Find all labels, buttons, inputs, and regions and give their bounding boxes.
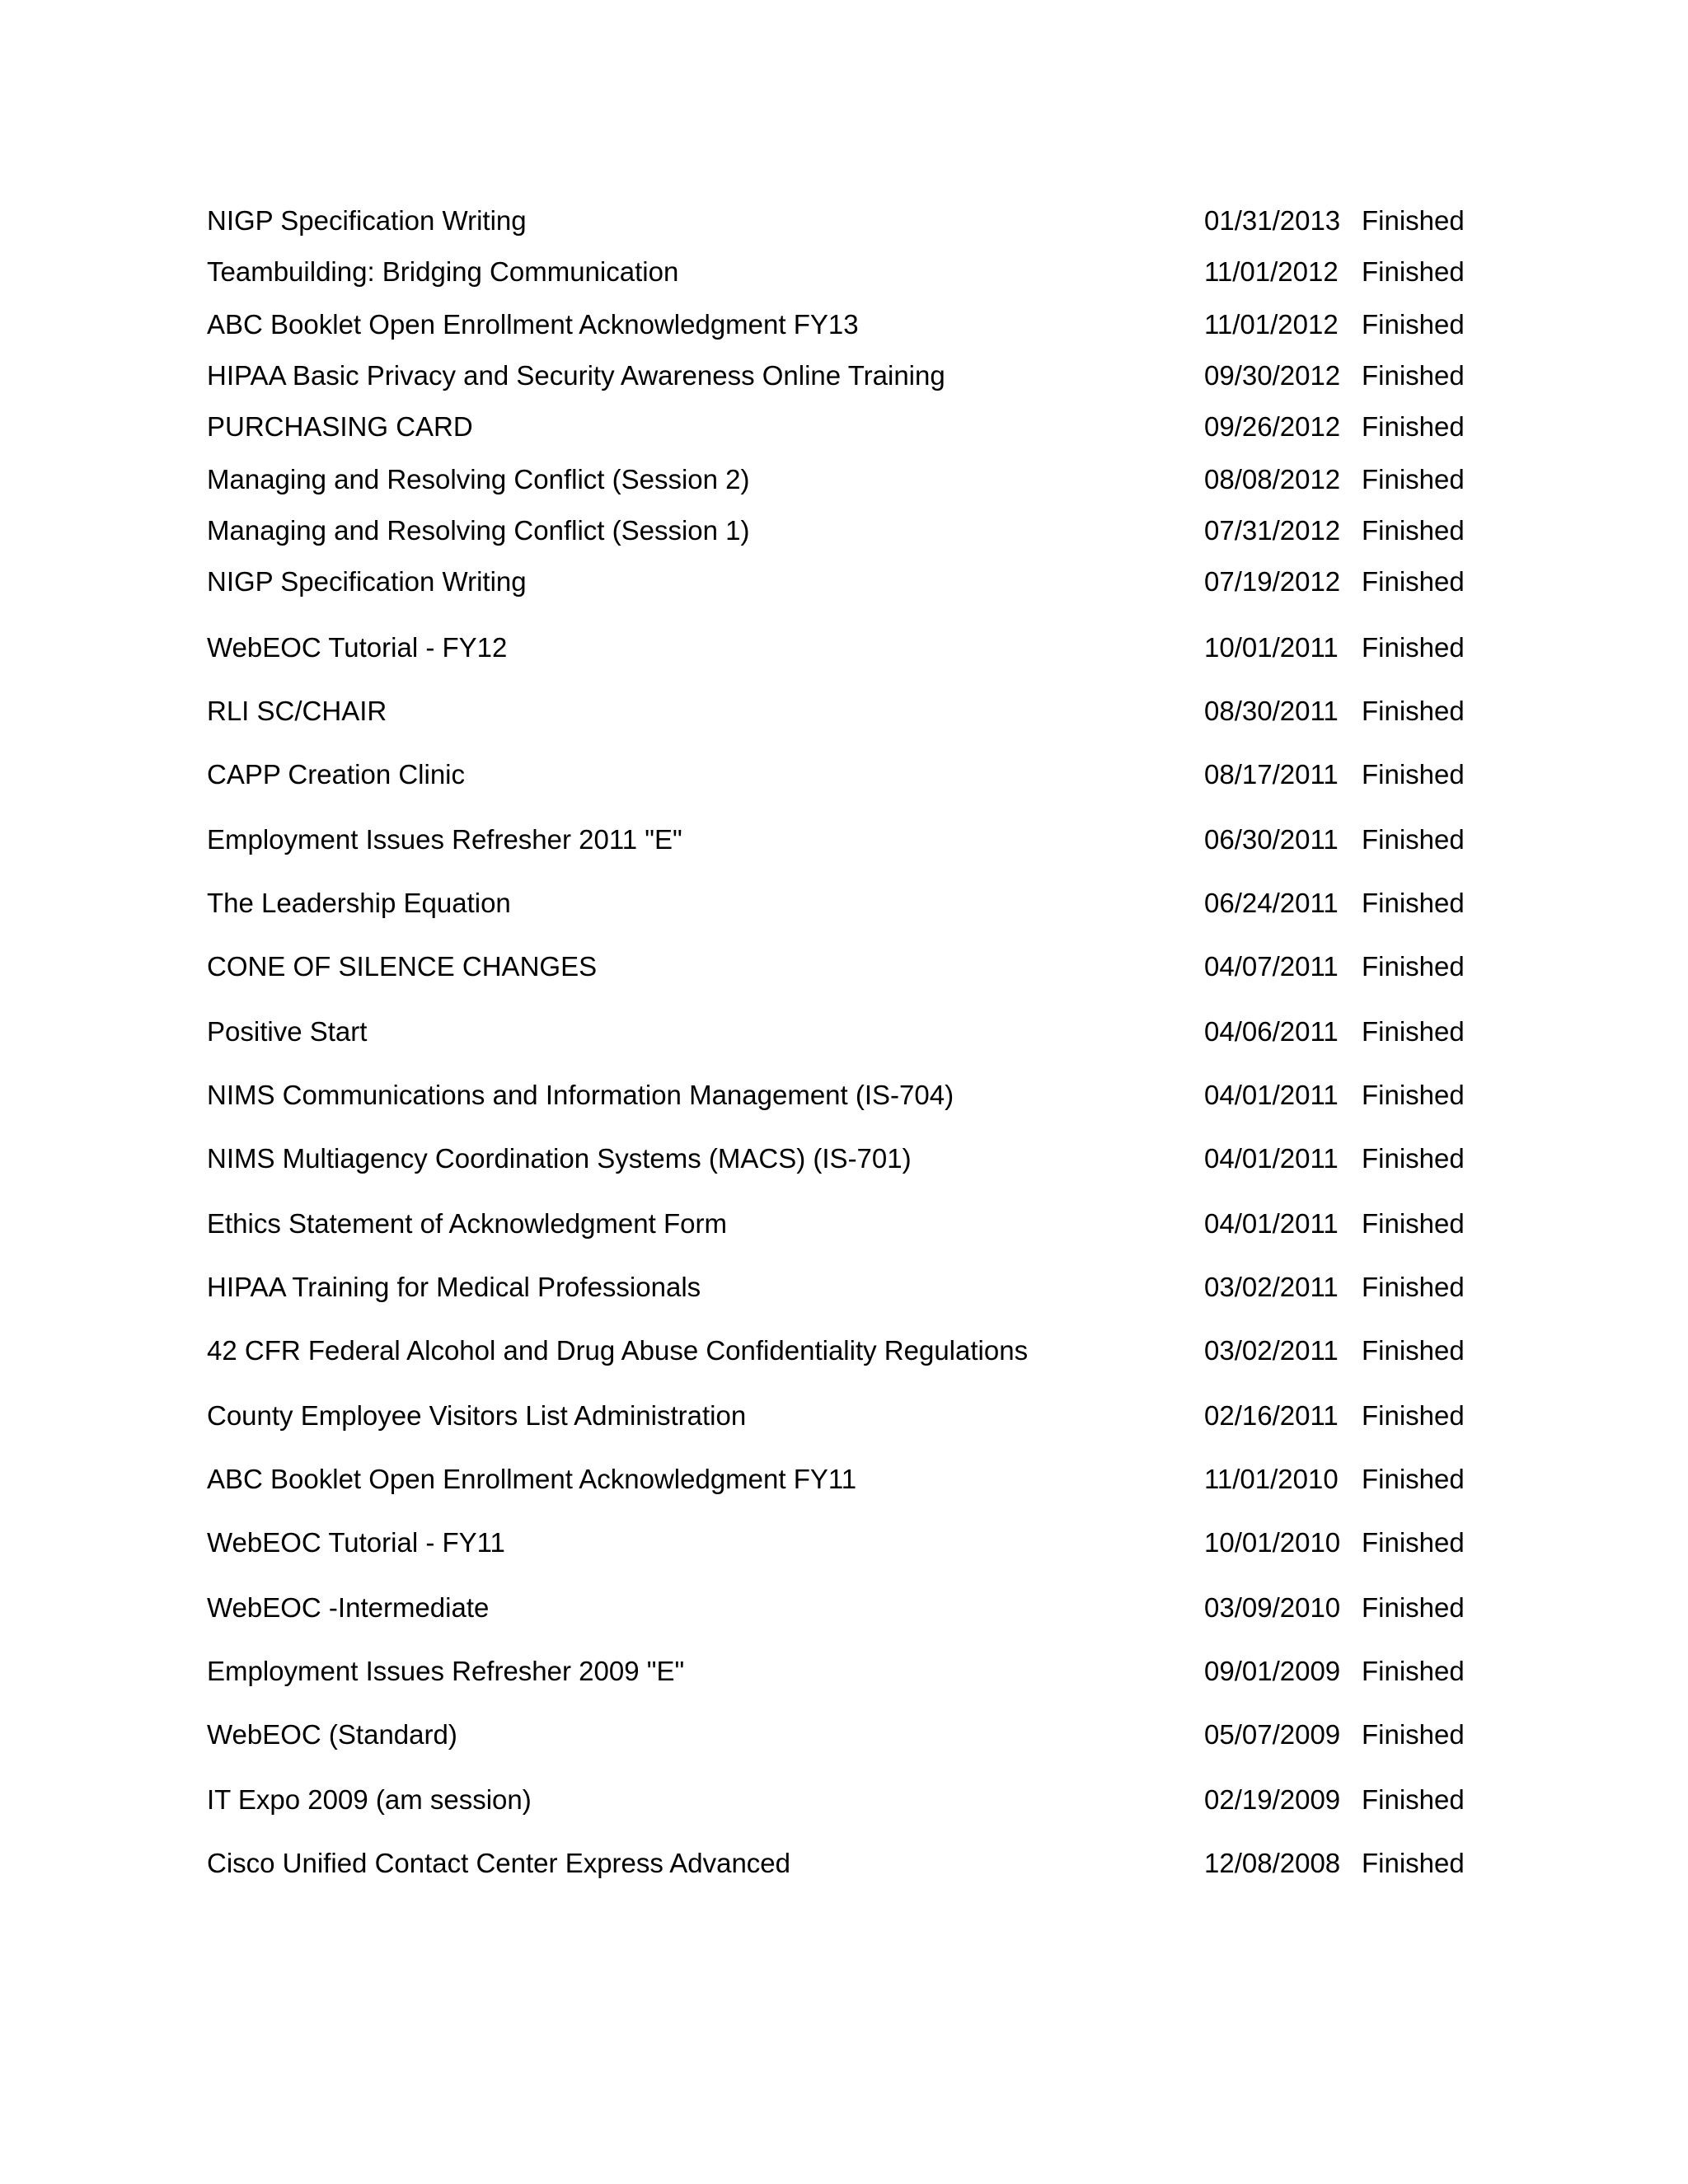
record-row <box>0 512 1688 550</box>
course-title: PURCHASING CARD <box>207 411 473 442</box>
completion-status: Finished <box>1362 1080 1465 1110</box>
course-title: Employment Issues Refresher 2011 "E" <box>207 824 682 855</box>
completion-date: 10/01/2011 <box>1204 632 1339 663</box>
course-title: HIPAA Basic Privacy and Security Awareness Online Training <box>207 360 945 391</box>
course-title: 42 CFR Federal Alcohol and Drug Abuse Confidentiality Regulations <box>207 1335 1029 1366</box>
record-row <box>0 461 1688 499</box>
completion-date: 11/01/2012 <box>1204 256 1339 287</box>
completion-status: Finished <box>1362 1208 1465 1239</box>
completion-date: 08/08/2012 <box>1204 464 1341 494</box>
completion-status: Finished <box>1362 1848 1465 1878</box>
course-title: NIMS Multiagency Coordination Systems (MACS) (IS-701) <box>207 1143 912 1174</box>
record-row <box>0 1332 1688 1370</box>
course-title: Teambuilding: Bridging Communication <box>207 256 679 287</box>
record-row <box>0 1205 1688 1243</box>
record-row <box>0 884 1688 922</box>
course-title: CAPP Creation Clinic <box>207 759 466 790</box>
course-title: WebEOC -Intermediate <box>207 1592 490 1623</box>
completion-status: Finished <box>1362 1464 1465 1494</box>
record-row <box>0 948 1688 986</box>
completion-date: 07/31/2012 <box>1204 515 1341 546</box>
course-title: IT Expo 2009 (am session) <box>207 1784 532 1815</box>
completion-status: Finished <box>1362 1143 1465 1174</box>
completion-status: Finished <box>1362 566 1465 597</box>
course-title: NIGP Specification Writing <box>207 566 527 597</box>
record-row <box>0 1460 1688 1498</box>
completion-date: 04/01/2011 <box>1204 1143 1339 1174</box>
course-title: The Leadership Equation <box>207 888 511 918</box>
record-row <box>0 306 1688 344</box>
course-title: Positive Start <box>207 1016 368 1047</box>
completion-status: Finished <box>1362 1656 1465 1686</box>
course-title: NIGP Specification Writing <box>207 205 527 236</box>
completion-date: 09/26/2012 <box>1204 411 1341 442</box>
record-row <box>0 1844 1688 1882</box>
completion-date: 06/30/2011 <box>1204 824 1339 855</box>
completion-date: 03/09/2010 <box>1204 1592 1341 1623</box>
completion-status: Finished <box>1362 759 1465 790</box>
course-title: County Employee Visitors List Administration <box>207 1400 747 1431</box>
completion-status: Finished <box>1362 1592 1465 1623</box>
completion-date: 06/24/2011 <box>1204 888 1339 918</box>
completion-date: 02/16/2011 <box>1204 1400 1339 1431</box>
course-title: Employment Issues Refresher 2009 "E" <box>207 1656 685 1686</box>
record-row <box>0 202 1688 240</box>
record-row <box>0 1140 1688 1178</box>
course-title: ABC Booklet Open Enrollment Acknowledgment FY13 <box>207 309 859 340</box>
record-row <box>0 563 1688 601</box>
record-row <box>0 1268 1688 1306</box>
course-title: ABC Booklet Open Enrollment Acknowledgment FY11 <box>207 1464 857 1494</box>
record-row <box>0 1076 1688 1114</box>
completion-date: 08/30/2011 <box>1204 696 1339 726</box>
record-row <box>0 1716 1688 1754</box>
completion-status: Finished <box>1362 951 1465 982</box>
course-title: HIPAA Training for Medical Professionals <box>207 1272 701 1302</box>
record-row <box>0 1652 1688 1690</box>
record-row <box>0 1589 1688 1627</box>
completion-date: 10/01/2010 <box>1204 1527 1341 1558</box>
completion-status: Finished <box>1362 411 1465 442</box>
completion-status: Finished <box>1362 360 1465 391</box>
record-row <box>0 692 1688 730</box>
completion-date: 04/01/2011 <box>1204 1208 1339 1239</box>
completion-date: 08/17/2011 <box>1204 759 1339 790</box>
record-row <box>0 1781 1688 1819</box>
course-title: RLI SC/CHAIR <box>207 696 387 726</box>
course-title: WebEOC Tutorial - FY12 <box>207 632 508 663</box>
completion-status: Finished <box>1362 824 1465 855</box>
record-row <box>0 408 1688 446</box>
record-row <box>0 253 1688 291</box>
completion-date: 12/08/2008 <box>1204 1848 1341 1878</box>
completion-date: 01/31/2013 <box>1204 205 1341 236</box>
completion-date: 11/01/2010 <box>1204 1464 1339 1494</box>
course-title: Ethics Statement of Acknowledgment Form <box>207 1208 727 1239</box>
record-row <box>0 756 1688 794</box>
completion-status: Finished <box>1362 1527 1465 1558</box>
completion-date: 07/19/2012 <box>1204 566 1341 597</box>
course-title: Managing and Resolving Conflict (Session 2) <box>207 464 750 494</box>
completion-status: Finished <box>1362 632 1465 663</box>
completion-date: 09/01/2009 <box>1204 1656 1341 1686</box>
completion-date: 04/06/2011 <box>1204 1016 1339 1047</box>
completion-date: 04/01/2011 <box>1204 1080 1339 1110</box>
completion-date: 03/02/2011 <box>1204 1272 1339 1302</box>
completion-status: Finished <box>1362 205 1465 236</box>
record-row <box>0 357 1688 395</box>
completion-date: 09/30/2012 <box>1204 360 1341 391</box>
record-row <box>0 629 1688 667</box>
completion-status: Finished <box>1362 1784 1465 1815</box>
completion-date: 03/02/2011 <box>1204 1335 1339 1366</box>
course-title: NIMS Communications and Information Management (IS-704) <box>207 1080 954 1110</box>
completion-date: 04/07/2011 <box>1204 951 1339 982</box>
completion-status: Finished <box>1362 464 1465 494</box>
completion-status: Finished <box>1362 256 1465 287</box>
completion-status: Finished <box>1362 1335 1465 1366</box>
completion-status: Finished <box>1362 1719 1465 1750</box>
course-title: CONE OF SILENCE CHANGES <box>207 951 598 982</box>
completion-date: 02/19/2009 <box>1204 1784 1341 1815</box>
completion-status: Finished <box>1362 888 1465 918</box>
completion-status: Finished <box>1362 1272 1465 1302</box>
course-title: WebEOC (Standard) <box>207 1719 457 1750</box>
record-row <box>0 821 1688 859</box>
completion-status: Finished <box>1362 1400 1465 1431</box>
completion-date: 05/07/2009 <box>1204 1719 1341 1750</box>
course-title: Cisco Unified Contact Center Express Advanced <box>207 1848 791 1878</box>
course-title: Managing and Resolving Conflict (Session 1) <box>207 515 750 546</box>
record-row <box>0 1524 1688 1562</box>
completion-date: 11/01/2012 <box>1204 309 1339 340</box>
completion-status: Finished <box>1362 1016 1465 1047</box>
course-title: WebEOC Tutorial - FY11 <box>207 1527 505 1558</box>
completion-status: Finished <box>1362 515 1465 546</box>
record-row <box>0 1013 1688 1051</box>
record-row <box>0 1397 1688 1435</box>
completion-status: Finished <box>1362 309 1465 340</box>
completion-status: Finished <box>1362 696 1465 726</box>
